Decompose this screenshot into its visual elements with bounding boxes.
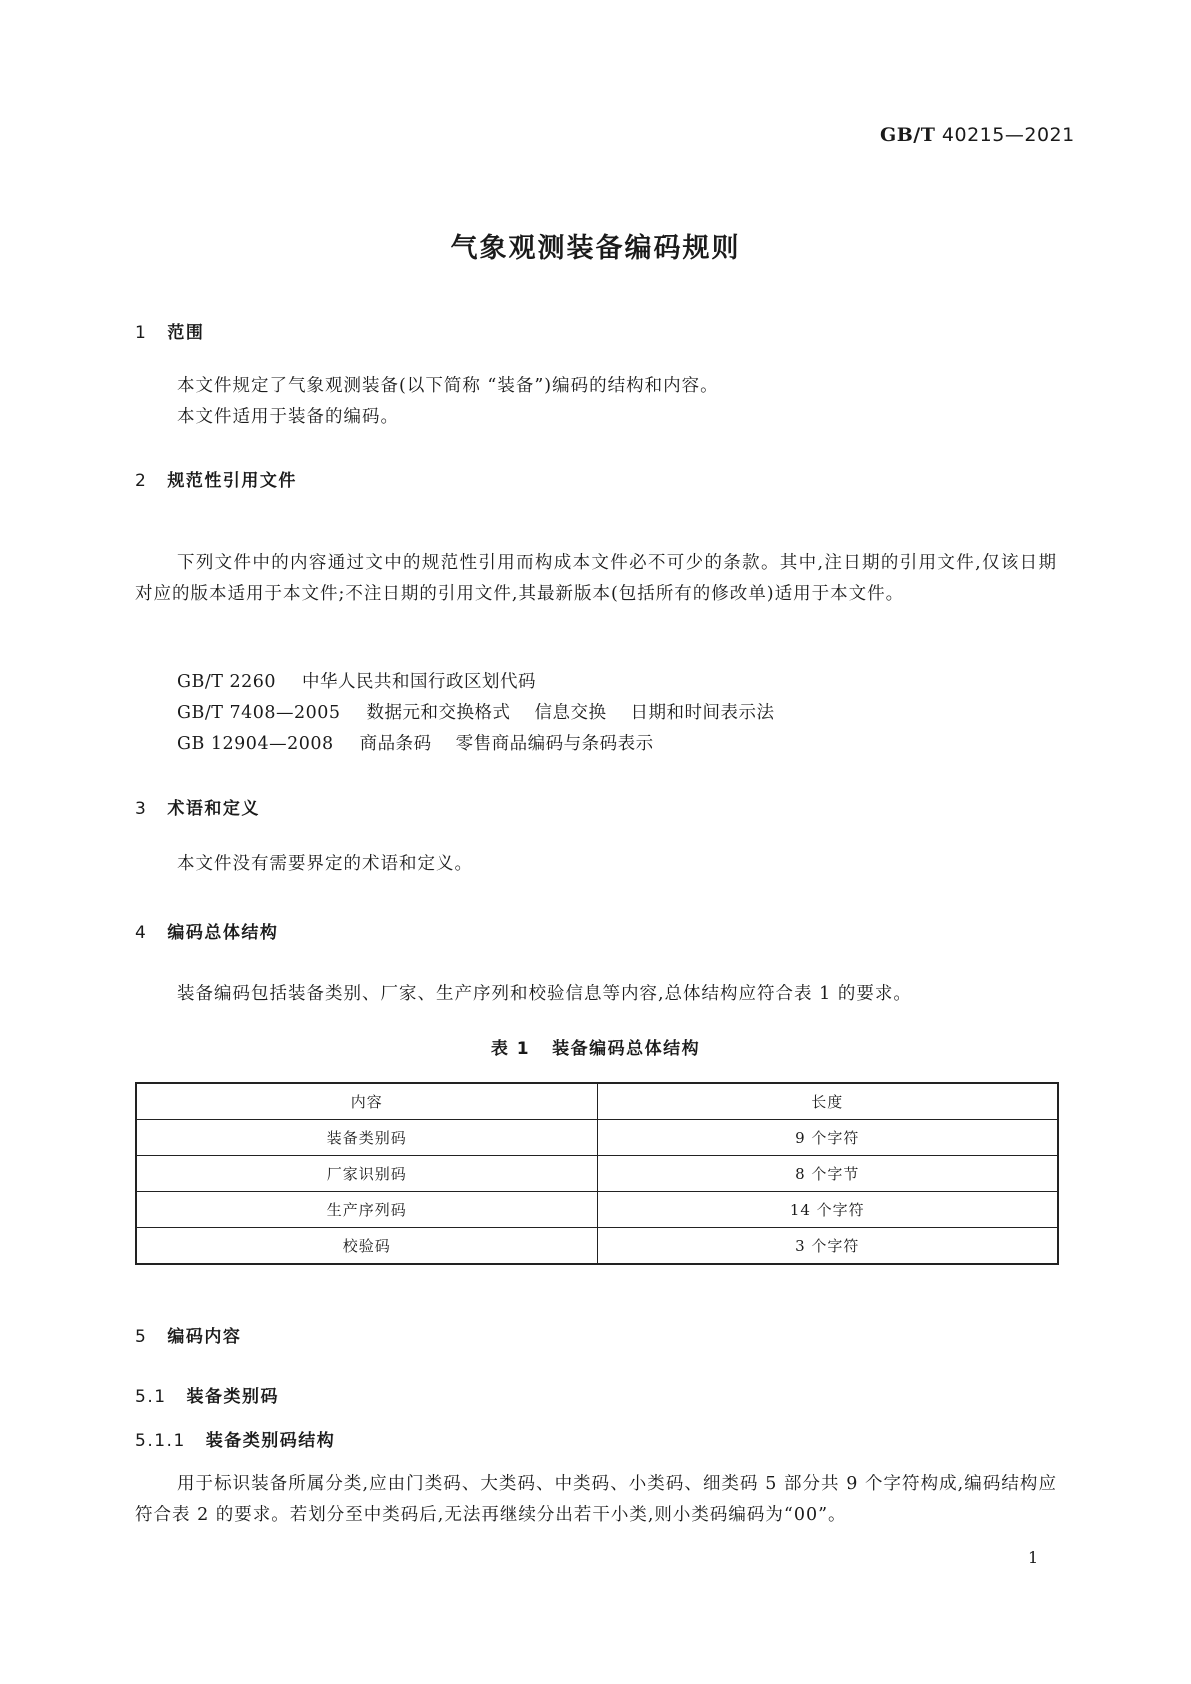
table-row	[136, 1120, 1058, 1156]
table-cell: 14 个字符	[597, 1192, 1058, 1228]
table-cell: 8 个字节	[597, 1156, 1058, 1192]
standard-prefix: GB/T	[880, 124, 936, 146]
section-number: 5.1.1	[135, 1431, 186, 1451]
reference-code: GB 12904—2008	[177, 734, 334, 754]
reference-title: 日期和时间表示法	[630, 703, 775, 723]
section-5-1-1-heading	[135, 1426, 335, 1451]
table-header-cell: 长度	[597, 1083, 1058, 1120]
section-3-paragraph: 本文件没有需要界定的术语和定义。	[177, 854, 473, 874]
standard-number: 40215—2021	[941, 124, 1075, 146]
reference-item	[177, 730, 678, 755]
section-1-heading	[135, 318, 204, 343]
page-number: 1	[1028, 1548, 1039, 1567]
section-title: 范围	[167, 323, 205, 343]
section-5-1-1-paragraph: 用于标识装备所属分类,应由门类码、大类码、中类码、小类码、细类码 5 部分共 9 个字符构成,编码结构应符合表 2 的要求。若划分至中类码后,无法再继续分出若干小类,则小类码编码为“00”。	[135, 1474, 1057, 1525]
table-cell: 9 个字符	[597, 1120, 1058, 1156]
table-cell: 装备类别码	[136, 1120, 597, 1156]
section-1-paragraph-1: 本文件规定了气象观测装备(以下简称 “装备”)编码的结构和内容。	[177, 376, 719, 396]
table-row	[136, 1192, 1058, 1228]
table-header-cell: 内容	[136, 1083, 597, 1120]
table-cell: 3 个字符	[597, 1228, 1058, 1265]
reference-title: 商品条码	[359, 734, 432, 754]
section-5-1-heading	[135, 1382, 279, 1407]
section-title: 术语和定义	[167, 799, 260, 819]
section-number: 5.1	[135, 1387, 167, 1407]
table-cell: 生产序列码	[136, 1192, 597, 1228]
section-3-heading	[135, 794, 260, 819]
section-title: 规范性引用文件	[167, 471, 297, 491]
section-number: 4	[135, 923, 148, 943]
section-1-paragraph-2: 本文件适用于装备的编码。	[177, 407, 399, 427]
structure-table	[135, 1082, 1059, 1265]
section-title: 编码总体结构	[167, 923, 279, 943]
section-number: 5	[135, 1327, 148, 1347]
table-row	[136, 1228, 1058, 1265]
section-number: 3	[135, 799, 148, 819]
section-4-paragraph: 装备编码包括装备类别、厂家、生产序列和校验信息等内容,总体结构应符合表 1 的要求。	[177, 984, 912, 1004]
table-cell: 校验码	[136, 1228, 597, 1265]
table-label: 表 1	[490, 1039, 531, 1059]
table-row	[136, 1156, 1058, 1192]
standard-code	[880, 124, 1075, 146]
section-title: 装备类别码	[186, 1387, 280, 1407]
table-cell: 厂家识别码	[136, 1156, 597, 1192]
section-title: 编码内容	[167, 1327, 242, 1347]
section-2-paragraph: 下列文件中的内容通过文中的规范性引用而构成本文件必不可少的条款。其中,注日期的引用文件,仅该日期对应的版本适用于本文件;不注日期的引用文件,其最新版本(包括所有的修改单)适用于本文件。	[135, 553, 1057, 604]
reference-code: GB/T 7408—2005	[177, 703, 341, 723]
document-title: 气象观测装备编码规则	[450, 233, 741, 264]
reference-item	[177, 699, 799, 724]
reference-code: GB/T 2260	[177, 672, 277, 692]
reference-item	[177, 668, 560, 693]
section-title: 装备类别码结构	[205, 1431, 336, 1451]
section-5-heading	[135, 1322, 241, 1347]
table-title: 装备编码总体结构	[552, 1039, 701, 1059]
section-2-heading	[135, 466, 297, 491]
section-4-heading	[135, 918, 278, 943]
table-1-caption	[0, 1034, 1191, 1059]
reference-title: 数据元和交换格式	[366, 703, 511, 723]
section-number: 2	[135, 471, 148, 491]
section-number: 1	[135, 323, 148, 343]
reference-title: 信息交换	[534, 703, 607, 723]
reference-title: 中华人民共和国行政区划代码	[302, 672, 537, 692]
reference-title: 零售商品编码与条码表示	[455, 734, 654, 754]
table-header-row	[136, 1083, 1058, 1120]
